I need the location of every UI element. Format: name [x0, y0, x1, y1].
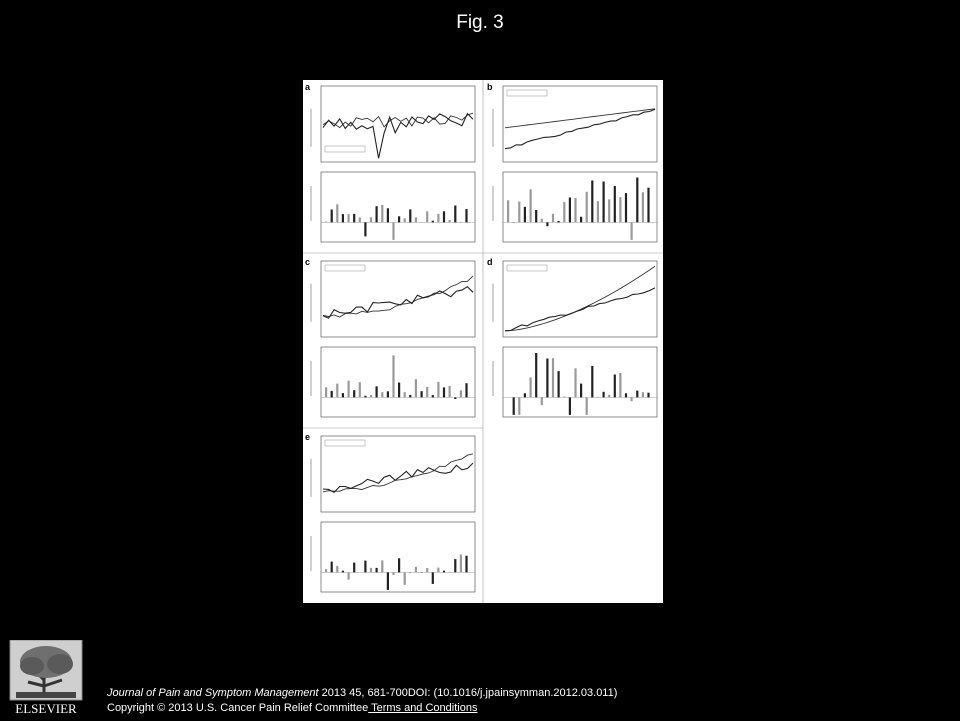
panel-d-bar	[513, 397, 515, 415]
panel-a-bar	[325, 222, 327, 223]
panel-c-bar	[342, 393, 344, 397]
panel-b-bar	[603, 182, 605, 223]
citation	[107, 686, 617, 716]
panel-c-bar	[353, 390, 355, 397]
panel-e-bar	[336, 566, 338, 573]
panel-a-bar	[443, 211, 445, 222]
panel-e-bar	[465, 556, 467, 573]
panel-e-bar	[398, 558, 400, 572]
panel-d-bar-plot-frame	[503, 347, 657, 417]
panel-d-bar	[586, 397, 588, 415]
panel-c-bar	[426, 387, 428, 398]
panel-d-bar	[546, 359, 548, 398]
panel-e-bar	[415, 567, 417, 573]
panel-e-bar	[426, 568, 428, 572]
panel-b-bar	[591, 181, 593, 223]
panel-c-bar	[376, 386, 378, 397]
panel-e-bar	[325, 569, 327, 572]
panel-b-series-morphine	[505, 109, 655, 128]
panel-e-bar	[370, 568, 372, 573]
panel-c-series-total	[323, 287, 473, 319]
journal-name: Journal of Pain and Symptom Management	[107, 687, 319, 699]
elsevier-wordmark: ELSEVIER	[15, 701, 77, 716]
panel-d-bar	[603, 392, 605, 398]
panel-b-bar	[631, 222, 633, 240]
panel-b-bar	[636, 178, 638, 223]
panel-c-bar	[325, 387, 327, 397]
panel-a-bar	[381, 205, 383, 223]
panel-a-bar	[415, 217, 417, 222]
panel-label-a: a	[305, 82, 311, 92]
panel-a-bar	[426, 211, 428, 222]
panel-b-legend	[507, 90, 547, 96]
panel-a-bar	[331, 210, 333, 223]
panel-c-bar	[336, 384, 338, 398]
panel-b-bar	[614, 186, 616, 222]
panel-d-bar	[524, 393, 526, 397]
panel-e-bar	[353, 563, 355, 573]
panel-b-bar	[647, 188, 649, 223]
panel-b-bar	[619, 197, 621, 222]
panel-d-bar	[608, 395, 610, 398]
panel-c-bar	[454, 397, 456, 399]
panel-d-bar	[535, 353, 537, 397]
panel-e-bar	[342, 571, 344, 573]
panel-a-legend	[325, 146, 365, 152]
panel-d-bar	[619, 373, 621, 397]
panel-d-bar	[591, 366, 593, 398]
panel-b-bar-plot-frame	[503, 172, 657, 242]
panel-b-bar	[563, 202, 565, 222]
panel-e-series-total	[323, 463, 473, 492]
panel-a-bar	[342, 214, 344, 222]
panel-c-bar	[381, 392, 383, 397]
panel-d-bar	[569, 397, 571, 415]
panel-e-bar	[437, 568, 439, 573]
panel-e-bar	[404, 572, 406, 584]
panel-b-bar	[524, 207, 526, 223]
panel-b-bar	[518, 202, 520, 223]
panel-label-e: e	[305, 432, 310, 442]
panel-c-bar	[398, 383, 400, 398]
panel-e-bar	[331, 562, 333, 573]
figure-3-graphics	[303, 80, 663, 603]
panel-d-bar	[541, 397, 543, 405]
panel-a-bar	[376, 206, 378, 222]
elsevier-logo	[8, 640, 84, 716]
panel-a-bar	[370, 217, 372, 222]
panel-d-bar	[614, 375, 616, 398]
citation-details: 2013 45, 681-700DOI: (10.1016/j.jpainsymman.2012.03.011)	[319, 687, 618, 699]
panel-d-bar	[552, 358, 554, 397]
slide-title: Fig. 3	[0, 12, 960, 34]
panel-d-bar	[518, 397, 520, 415]
panel-e-bar	[364, 561, 366, 573]
panel-b-line-plot-frame	[503, 86, 657, 162]
elsevier-tree-icon	[8, 640, 84, 716]
panel-a-bar	[432, 221, 434, 223]
copyright-text: Copyright © 2013 U.S. Cancer Pain Relief Committee	[107, 702, 368, 714]
panel-a-bar	[437, 214, 439, 223]
panel-d-bar	[558, 371, 560, 397]
panel-label-d: d	[487, 257, 493, 267]
panel-b-bar	[569, 198, 571, 223]
panel-e-bar	[454, 559, 456, 572]
panel-d-bar	[530, 377, 532, 397]
panel-c-line-plot-frame	[321, 261, 475, 337]
panel-c-bar	[370, 395, 372, 398]
panel-a-bar	[359, 217, 361, 222]
panel-a-bar	[409, 209, 411, 222]
panel-c-bar-plot-frame	[321, 347, 475, 417]
panel-e-line-plot-frame	[321, 436, 475, 512]
panel-a-bar	[336, 204, 338, 222]
panel-e-bar	[387, 572, 389, 590]
panel-e-legend	[325, 440, 365, 446]
panel-d-bar	[631, 397, 633, 401]
panel-c-bar	[465, 383, 467, 397]
panel-b-bar	[552, 214, 554, 223]
panel-e-bar	[460, 555, 462, 573]
panel-a-bar	[353, 214, 355, 223]
panel-c-bar	[421, 391, 423, 397]
panel-e-bar-plot-frame	[321, 522, 475, 592]
panel-a-bar	[404, 218, 406, 222]
panel-c-bar	[392, 355, 394, 397]
panel-b-bar	[546, 222, 548, 226]
panel-label-c: c	[305, 257, 310, 267]
panel-a-bar	[364, 222, 366, 236]
panel-b-series-total	[505, 109, 655, 148]
panel-d-bar	[636, 391, 638, 398]
panel-d-bar	[563, 397, 565, 398]
panel-b-bar	[507, 200, 509, 222]
panel-a-bar-plot-frame	[321, 172, 475, 242]
panel-a-bar	[449, 220, 451, 222]
panel-c-bar	[404, 392, 406, 397]
terms-and-conditions-link[interactable]: Terms and Conditions	[368, 702, 477, 714]
panel-c-bar	[449, 386, 451, 398]
panel-a-bar	[454, 206, 456, 223]
panel-c-bar	[432, 395, 434, 397]
panel-d-bar	[574, 368, 576, 397]
panel-d-bar	[642, 392, 644, 397]
panel-e-bar	[392, 572, 394, 575]
panel-c-bar	[331, 391, 333, 398]
panel-c-bar	[415, 379, 417, 397]
panel-e-bar	[376, 568, 378, 573]
panel-b-bar	[580, 217, 582, 223]
panel-a-bar	[392, 222, 394, 240]
panel-d-series-morphine	[505, 266, 655, 331]
panel-b-bar	[625, 193, 627, 222]
panel-c-legend	[325, 265, 365, 271]
panel-b-bar	[530, 189, 532, 222]
panel-c-bar	[387, 391, 389, 397]
panel-label-b: b	[487, 82, 493, 92]
panel-a-bar	[348, 214, 350, 222]
panel-c-bar	[359, 382, 361, 397]
panel-c-bar	[437, 382, 439, 398]
panel-a-bar	[398, 216, 400, 222]
panel-e-bar	[348, 572, 350, 579]
panel-e-bar	[449, 572, 451, 573]
panel-a-bar	[460, 222, 462, 223]
panel-b-bar	[558, 221, 560, 222]
panel-e-bar	[443, 571, 445, 573]
panel-d-bar	[625, 393, 627, 397]
panel-c-bar	[443, 387, 445, 397]
panel-d-legend	[507, 265, 547, 271]
panel-b-bar	[586, 192, 588, 223]
panel-c-bar	[409, 395, 411, 398]
panel-c-bar	[348, 381, 350, 398]
panel-a-bar	[465, 209, 467, 222]
panel-c-bar	[460, 390, 462, 397]
panel-b-bar	[608, 199, 610, 222]
panel-b-bar	[597, 201, 599, 222]
panel-b-bar	[574, 198, 576, 222]
panel-b-bar	[642, 192, 644, 222]
panel-b-bar	[535, 210, 537, 222]
panel-e-bar	[432, 572, 434, 584]
figure-3	[303, 80, 663, 603]
panel-d-bar	[597, 397, 599, 398]
panel-d-bar	[580, 384, 582, 398]
panel-e-bar	[381, 560, 383, 572]
panel-c-bar	[364, 396, 366, 398]
panel-d-bar	[647, 393, 649, 398]
panel-b-bar	[541, 219, 543, 223]
panel-a-bar	[387, 208, 389, 222]
